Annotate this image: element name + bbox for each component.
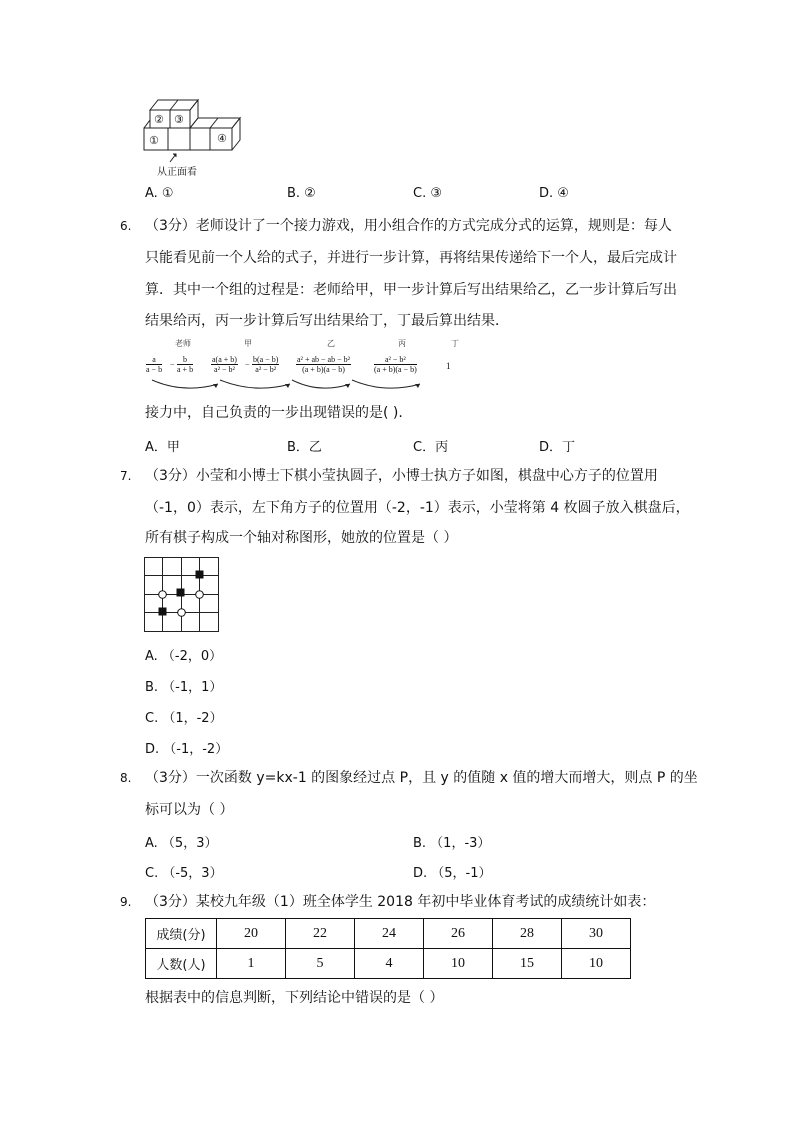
round-piece-2 [196, 591, 204, 599]
cube-label-3: ③ [174, 113, 184, 126]
q7-line-1: （3分）小莹和小博士下棋小莹执圆子，小博士执方子如图，棋盘中心方子的位置用 [145, 468, 658, 484]
square-piece-top [196, 571, 204, 579]
cube-view-figure [140, 92, 255, 182]
table-cell: 15 [493, 949, 562, 979]
table-cell: 26 [424, 919, 493, 949]
role-jia: 甲 [244, 339, 252, 348]
q9-number: 9. [120, 895, 132, 909]
q7-option-d: D. （-1，-2） [145, 742, 229, 757]
q8-line-2: 标可以为（ ） [145, 802, 234, 818]
table-cell: 10 [424, 949, 493, 979]
jia-op: − [245, 360, 250, 369]
square-piece-bottom-left [159, 608, 167, 616]
ding-result: 1 [446, 361, 451, 371]
role-yi: 乙 [327, 339, 335, 348]
q6-line-1: （3分）老师设计了一个接力游戏，用小组合作的方式完成分式的运算，规则是：每人 [145, 218, 672, 234]
q6-option-c: C．丙 [413, 440, 449, 455]
q6-number: 6. [120, 219, 132, 233]
table-cell: 4 [355, 949, 424, 979]
table-cell: 28 [493, 919, 562, 949]
table-row [146, 949, 631, 979]
relay-arrows [150, 376, 440, 394]
q6-option-a: A．甲 [145, 440, 180, 455]
yi-frac: a² + ab − ab − b² (a + b)(a − b) [297, 355, 350, 374]
role-teacher: 老师 [175, 339, 191, 348]
q8-option-a: A. （5，3） [145, 836, 218, 851]
score-table [145, 918, 631, 979]
square-piece-center [177, 589, 185, 597]
table-cell: 20 [217, 919, 286, 949]
table-cell: 5 [286, 949, 355, 979]
q6-line-3: 算．其中一个组的过程是：老师给甲，甲一步计算后写出结果给乙，乙一步计算后写出 [145, 282, 677, 298]
table-head-count: 人数(人) [146, 949, 217, 979]
q7-option-c: C. （1，-2） [145, 711, 223, 726]
cube-label-2: ② [154, 113, 164, 126]
q7-number: 7. [120, 469, 132, 483]
table-cell: 1 [217, 949, 286, 979]
role-bing: 丙 [398, 339, 406, 348]
chess-board [144, 557, 220, 633]
table-cell: 24 [355, 919, 424, 949]
teacher-frac-2: b a + b [177, 355, 194, 374]
figure-caption: 从正面看 [157, 167, 197, 178]
q6-option-b: B．乙 [287, 440, 322, 455]
q6-question: 接力中，自己负责的一步出现错误的是( ). [145, 405, 403, 421]
table-cell: 22 [286, 919, 355, 949]
q6-line-4: 结果给丙，丙一步计算后写出结果给丁，丁最后算出结果． [145, 313, 509, 329]
q7-line-3: 所有棋子构成一个轴对称图形，她放的位置是（ ） [145, 530, 458, 546]
table-head-score: 成绩(分) [146, 919, 217, 949]
role-ding: 丁 [451, 339, 459, 348]
q8-option-c: C. （-5，3） [145, 866, 223, 881]
q8-number: 8. [120, 771, 132, 785]
q5-option-d: D. ④ [539, 186, 569, 201]
table-cell: 30 [562, 919, 631, 949]
q9-question: 根据表中的信息判断，下列结论中错误的是（ ） [145, 990, 444, 1006]
jia-frac-2: b(a − b) a² − b² [253, 355, 279, 374]
q6-line-2: 只能看见前一个人给的式子，并进行一步计算，再将结果传递给下一个人，最后完成计 [145, 250, 677, 266]
bing-frac: a² − b² (a + b)(a − b) [374, 355, 417, 374]
q7-option-a: A. （-2，0） [145, 649, 223, 664]
round-piece-1 [159, 591, 167, 599]
round-piece-3 [178, 609, 186, 617]
q8-option-b: B. （1，-3） [413, 836, 491, 851]
teacher-op: − [170, 360, 175, 369]
jia-frac-1: a(a + b) a² − b² [212, 355, 237, 374]
q8-line-1: （3分）一次函数 y=kx-1 的图象经过点 P，且 y 的值随 x 值的增大而增大，则点 P 的坐 [145, 770, 698, 786]
cube-label-4: ④ [217, 132, 227, 145]
q9-line-1: （3分）某校九年级（1）班全体学生 2018 年初中毕业体育考试的成绩统计如表： [145, 894, 656, 910]
q6-option-d: D．丁 [539, 440, 576, 455]
teacher-frac-1: a a − b [146, 355, 163, 374]
q7-line-2: （-1，0）表示，左下角方子的位置用（-2，-1）表示，小莹将第 4 枚圆子放入棋盘后， [145, 500, 690, 516]
table-cell: 10 [562, 949, 631, 979]
q7-option-b: B. （-1，1） [145, 680, 223, 695]
q5-option-b: B. ② [287, 186, 316, 201]
cube-label-1: ① [149, 134, 159, 147]
table-row [146, 919, 631, 949]
q5-option-c: C. ③ [413, 186, 442, 201]
q5-option-a: A. ① [145, 186, 174, 201]
q8-option-d: D. （5，-1） [413, 866, 492, 881]
